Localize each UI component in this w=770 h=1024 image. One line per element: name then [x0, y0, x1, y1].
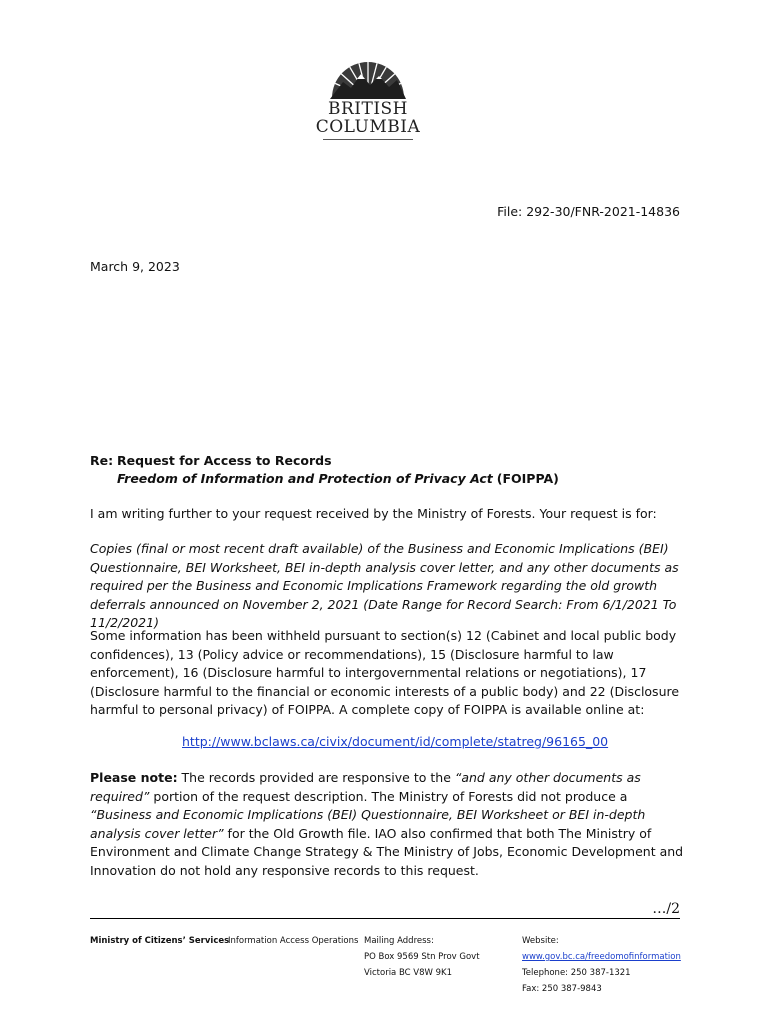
note-text-2: portion of the request description. The Ministry of Forests did not produce a [149, 788, 628, 804]
mailing-line-1: PO Box 9569 Stn Prov Govt [364, 952, 480, 962]
note-text-1: The records provided are responsive to the [177, 770, 455, 785]
footer-office: Information Access Operations [228, 936, 359, 946]
footer-mailing-address [364, 933, 480, 981]
act-name: Freedom of Information and Protection of Privacy Act [117, 471, 493, 486]
withheld-paragraph: Some information has been withheld pursuant to section(s) 12 (Cabinet and local public body confidences), 13 (Policy advice or recommendations), 15 (Disclosure harmful to law enforcement), 16 (Disclosure harmful to intergovernmental relations or negotiations), 17 (Disclosure harmful to the financial or economic interests of a public body) and 22 (Disclosure harmful to personal privacy) of FOIPPA. A complete copy of FOIPPA is available online at: [90, 628, 680, 717]
note-quote-1: “and any other documents as required” [90, 770, 641, 804]
re-subject: Request for Access to Records [117, 453, 332, 468]
page-continuation: …/2 [652, 901, 680, 917]
website-link[interactable]: www.gov.bc.ca/freedomofinformation [522, 952, 681, 962]
letter-date: March 9, 2023 [90, 259, 180, 274]
note-text-3: for the Old Growth file. IAO also confirmed that both The Ministry of Environment and Climate Change Strategy & The Ministry of Jobs, Economic Development and Innovation do not hold any responsive records to this request. [90, 825, 684, 878]
bc-government-logo [312, 42, 424, 144]
note-label: Please note: [90, 770, 178, 785]
logo-divider [323, 139, 413, 140]
file-reference: File: 292-30/FNR-2021-14836 [497, 204, 680, 219]
sun-mountains-icon [329, 42, 407, 100]
note-paragraph [90, 769, 690, 880]
re-line [90, 452, 690, 470]
logo-line-columbia: COLUMBIA [315, 117, 421, 137]
foippa-link[interactable]: http://www.bclaws.ca/civix/document/id/complete/statreg/96165_00 [182, 734, 609, 749]
fax: Fax: 250 387-9843 [522, 984, 602, 994]
mailing-line-2: Victoria BC V8W 9K1 [364, 968, 453, 978]
request-description: Copies (final or most recent draft available) of the Business and Economic Implications (BEI) Questionnaire, BEI Worksheet, BEI in-depth analysis cover letter, and any other documents as required per the Business and Economic Implications Framework regarding the old growth deferrals announced on November 2, 2021 (Date Range for Record Search: From 6/1/2021 To 11/2/2021) [90, 541, 679, 630]
intro-paragraph: I am writing further to your request received by the Ministry of Forests. Your request is for: [90, 506, 657, 521]
note-quote-2: “Business and Economic Implications (BEI) Questionnaire, BEI Worksheet or BEI in-depth analysis cover letter” [90, 807, 646, 841]
footer-divider [90, 918, 680, 919]
footer-ministry: Ministry of Citizens’ Services [90, 936, 230, 946]
footer-contact [522, 933, 681, 997]
website-label: Website: [522, 936, 559, 946]
telephone: Telephone: 250 387-1321 [522, 968, 631, 978]
re-label: Re: [90, 453, 114, 468]
logo-wordmark [312, 100, 424, 136]
mailing-label: Mailing Address: [364, 936, 434, 946]
re-block [90, 452, 690, 488]
re-act-line [90, 470, 690, 488]
act-abbreviation: (FOIPPA) [496, 471, 559, 486]
logo-line-british: BRITISH [327, 99, 409, 119]
